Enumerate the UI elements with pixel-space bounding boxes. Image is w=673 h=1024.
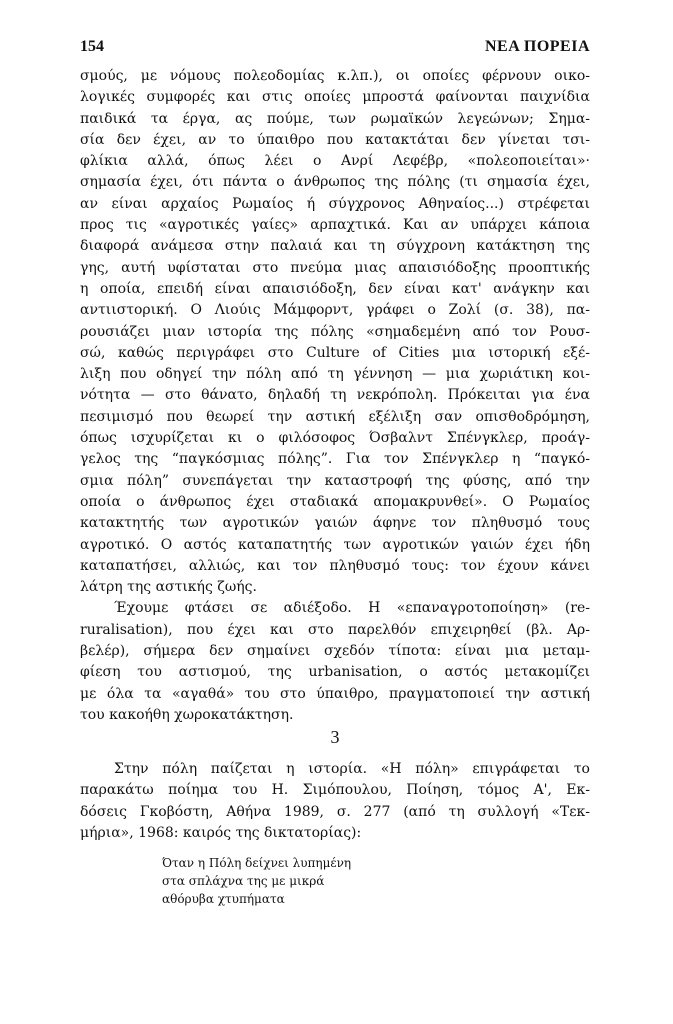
body-line: παιδικά τα έργα, ας πούμε, των ρωμαϊκών λεγεώνων; Σημα- <box>80 110 590 127</box>
body-line: σία δεν έχει, αν το ύπαιθρο που κατακτάται δεν γίνεται τσι- <box>80 131 590 148</box>
poem-line: Όταν η Πόλη δείχνει λυπημένη <box>162 856 352 870</box>
page-number: 154 <box>80 38 104 55</box>
body-line: γελος της “παγκόσμιας πόλης”. Για τον Σπένγκλερ η “παγκό- <box>80 451 590 468</box>
section-number: 3 <box>330 727 340 747</box>
body-line: νότητα — στο θάνατο, δηλαδή τη νεκρόπολη. Πρόκειται για ένα <box>80 387 590 404</box>
section-line: δόσεις Γκοβόστη, Αθήνα 1989, σ. 277 (από τη συλλογή «Τεκ- <box>80 803 590 820</box>
body-line: κατακτητής των αγροτικών γαιών άφηνε τον πληθυσμό τους <box>80 515 590 532</box>
body-line: σώ, καθώς περιγράφει στο Culture of Cities μια ιστορική εξέ- <box>80 344 590 361</box>
body-line: καταπατήσει, αλλιώς, και τον πληθυσμό τους: τον έχουν κάνει <box>80 557 590 574</box>
body-line: αν είναι αρχαίος Ρωμαίος ή σύγχρονος Αθηναίος...) στρέφεται <box>80 195 590 212</box>
body-line: ρουσιάζει μιαν ιστορία της πόλης «σημαδεμένη από τον Ρουσ- <box>80 323 590 340</box>
body-line: πεσιμισμό που θεωρεί την αστική εξέλιξη σαν οπισθοδρόμηση, <box>80 408 590 425</box>
body-text <box>80 66 590 726</box>
section-text <box>80 759 590 844</box>
body-line: φίεση του αστισμού, της urbanisation, ο αστός μετακομίζει <box>80 664 590 681</box>
journal-title: ΝΕΑ ΠΟΡΕΙΑ <box>484 38 590 55</box>
body-line: του κακοήθη χωροκατάκτηση. <box>80 706 294 723</box>
poem-line: στα σπλάχνα της με μικρά <box>162 874 325 888</box>
body-line: όπως ισχυρίζεται κι ο φιλόσοφος Όσβαλντ Σπένγκλερ, προάγ- <box>80 430 590 447</box>
body-line: λογικές συμφορές και στις οποίες μπροστά φαίνονται παιχνίδια <box>80 89 590 106</box>
body-line: γης, αυτή υφίσταται στο πνεύμα μιας απαισιόδοξης προοπτικής <box>80 259 590 276</box>
body-line: διαφορά ανάμεσα στην παλαιά και τη σύγχρονη κατάκτηση της <box>80 238 590 255</box>
body-line: ruralisation), που έχει και στο παρελθόν επιχειρηθεί (βλ. Αρ- <box>80 621 590 638</box>
body-line: σμούς, με νόμους πολεοδομίας κ.λπ.), οι οποίες φέρνουν οικο- <box>80 68 590 84</box>
running-head <box>80 38 590 58</box>
poem-excerpt <box>162 854 522 908</box>
body-line: φλίκια αλλά, όπως λέει ο Ανρί Λεφέβρ, «πολεοποιείται»· <box>80 153 590 170</box>
body-line: οποία ο άνθρωπος έχει σταδιακά απομακρυνθεί». Ο Ρωμαίος <box>80 493 590 510</box>
body-line: Έχουμε φτάσει σε αδιέξοδο. Η «επαναγροτοποίηση» (re- <box>114 600 590 617</box>
section-line: μήρια», 1968: καιρός της δικτατορίας): <box>80 824 362 841</box>
body-line: λάτρη της αστικής ζωής. <box>80 579 257 596</box>
body-line: σημασία έχει, ότι πάντα ο άνθρωπος της πόλης (τι σημασία έχει, <box>80 174 590 191</box>
poem-line: αθόρυβα χτυπήματα <box>162 892 285 906</box>
body-line: η οποία, επειδή είναι απαισιόδοξη, δεν είναι κατ' ανάγκην και <box>80 280 590 297</box>
body-line: σμια πόλη” συνεπάγεται την καταστροφή της φύσης, από την <box>80 472 590 489</box>
body-line: λιξη που οδηγεί την πόλη από τη γέννηση — μια χωριάτικη κοι- <box>80 366 590 383</box>
body-line: αγροτικό. Ο αστός καταπατητής των αγροτικών γαιών έχει ήδη <box>80 536 590 553</box>
body-line: βελέρ), σήμερα δεν σημαίνει σχεδόν τίποτα: είναι μια μεταμ- <box>80 643 590 660</box>
body-line: προς τις «αγροτικές γαίες» αρπαχτικά. Και αν υπάρχει κάποια <box>80 217 590 234</box>
body-line: αντιιστορική. Ο Λιούις Μάμφορντ, γράφει ο Ζολί (σ. 38), πα- <box>80 302 590 319</box>
body-line: με όλα τα «αγαθά» του στο ύπαιθρο, πραγματοποιεί την αστική <box>80 685 590 702</box>
section-line: Στην πόλη παίζεται η ιστορία. «Η πόλη» επιγράφεται το <box>114 761 590 777</box>
section-line: παρακάτω ποίημα του Η. Σιμόπουλου, Ποίηση, τόμος Α', Εκ- <box>80 782 590 799</box>
